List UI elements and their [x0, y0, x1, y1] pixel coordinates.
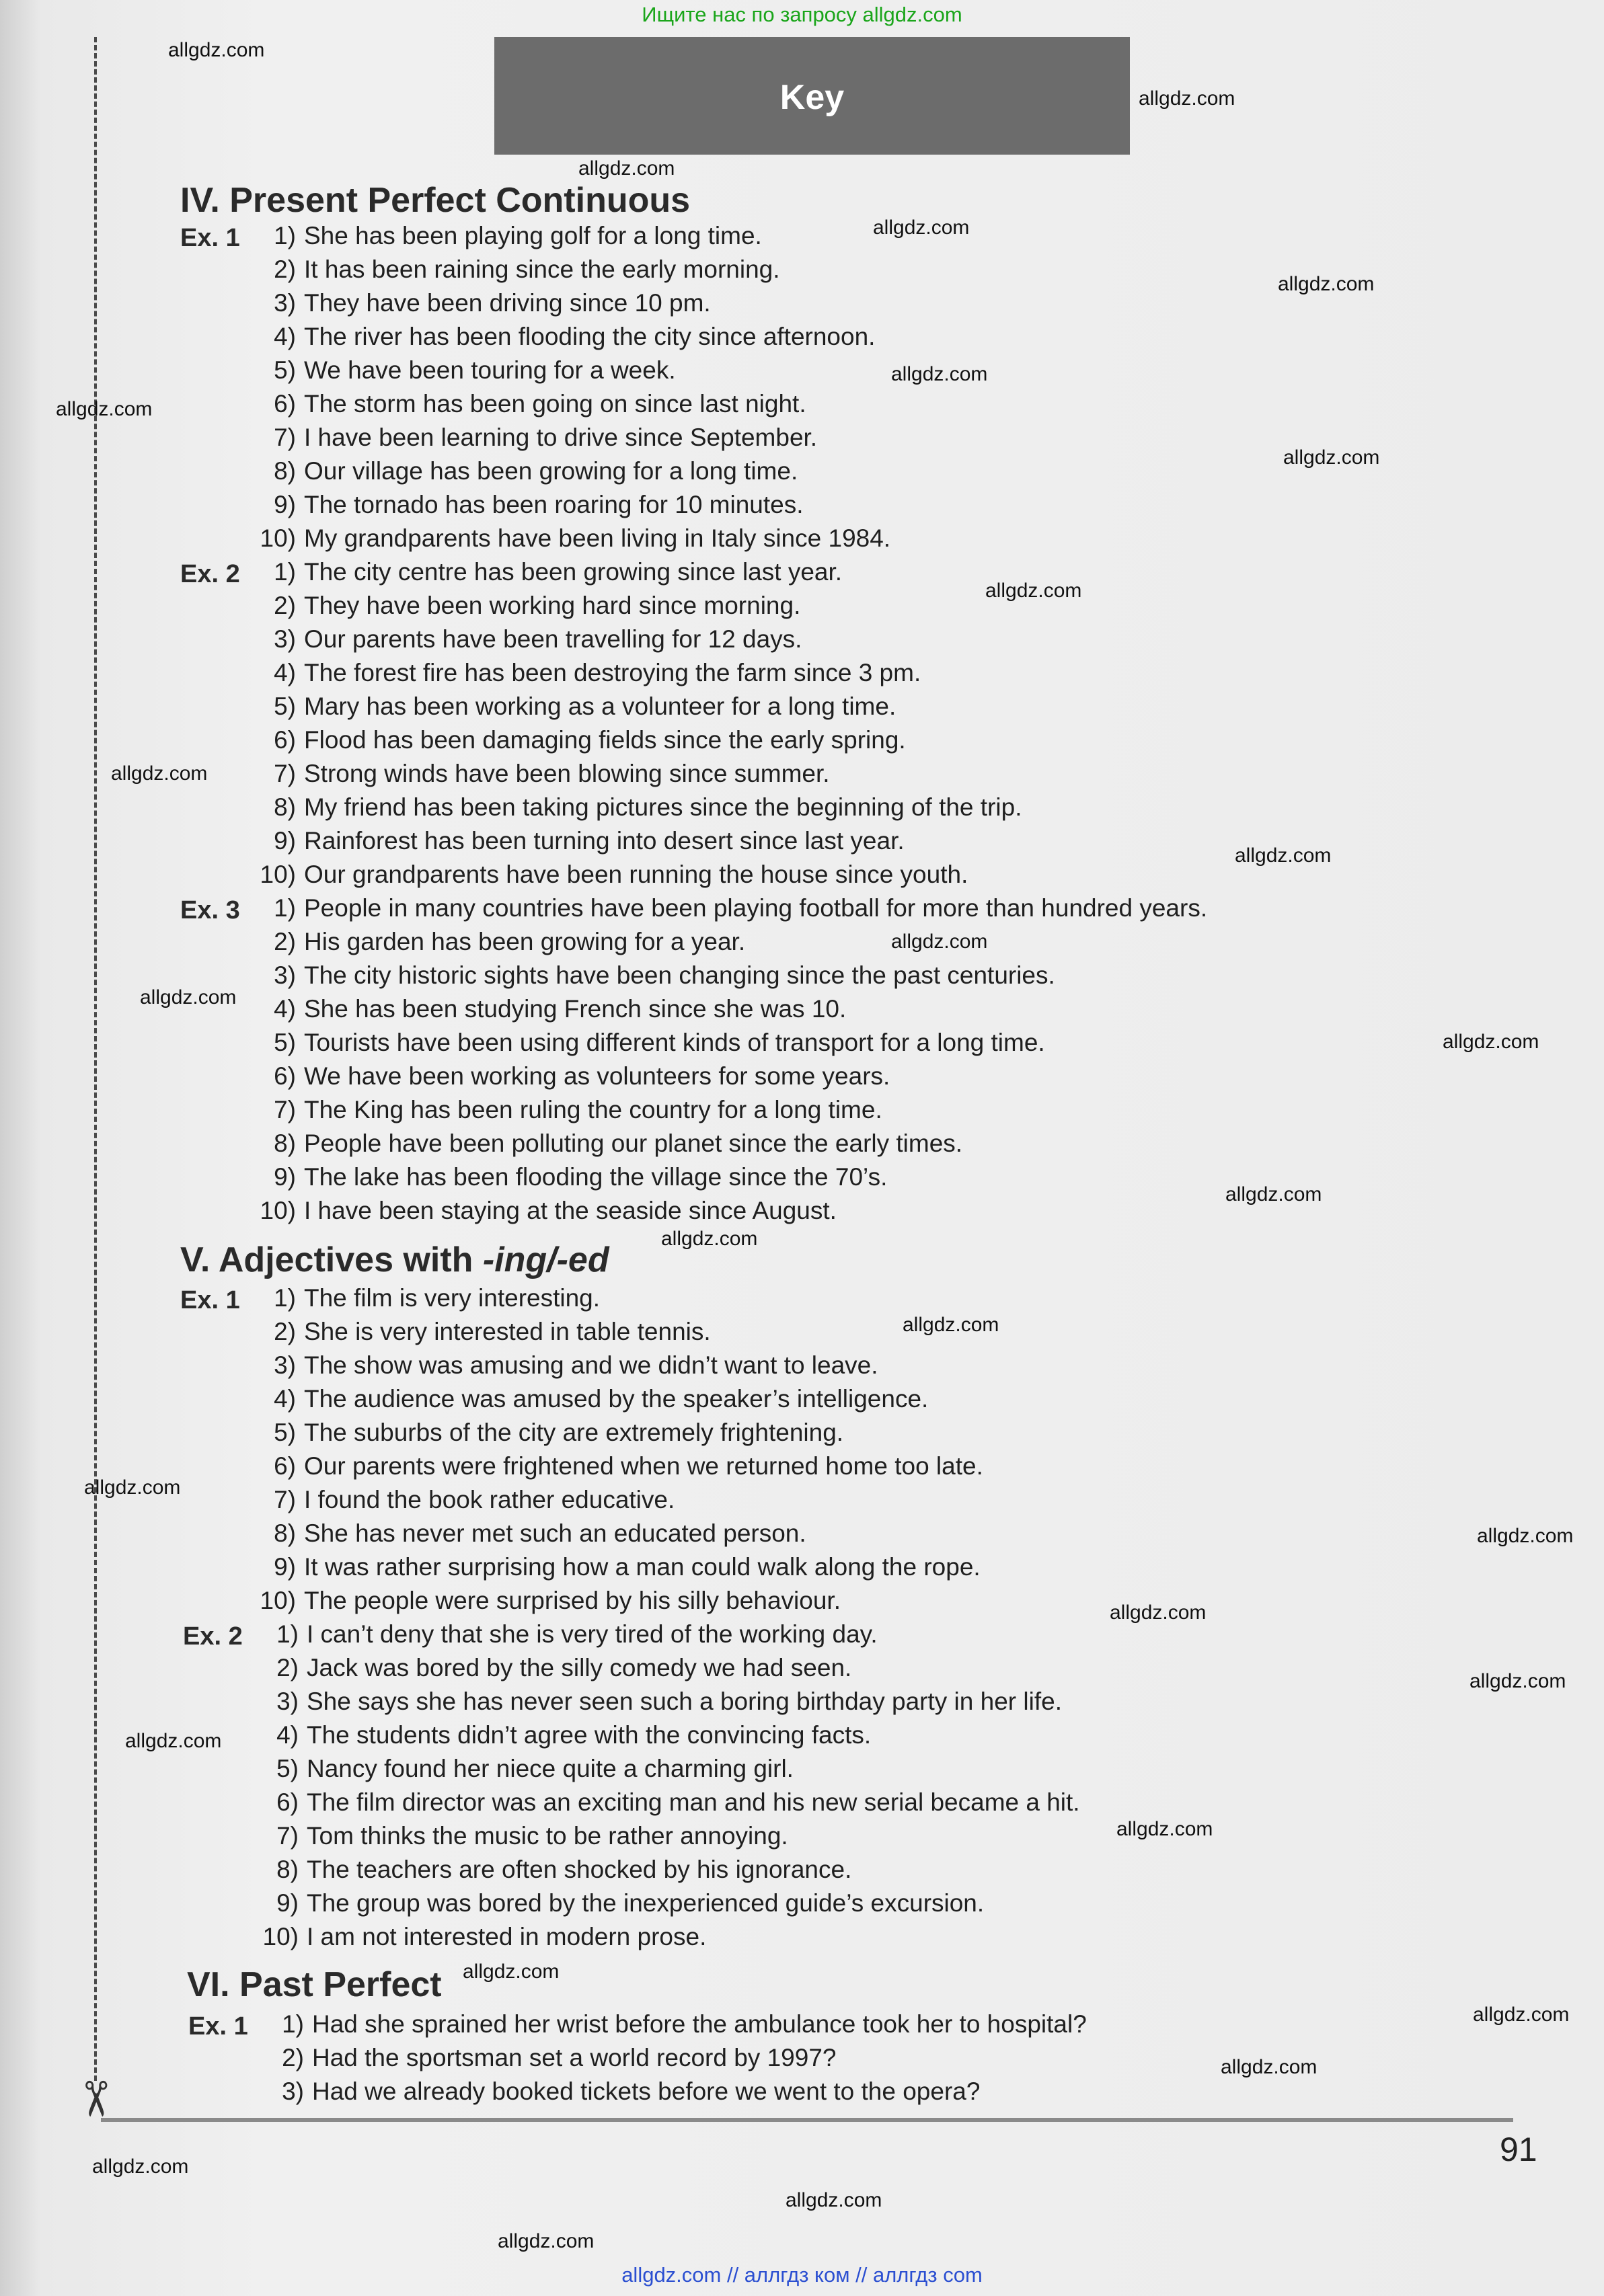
answer-line: 1) The film is very interesting. [274, 1284, 601, 1312]
watermark: allgdz.com [578, 157, 675, 180]
exercise-label: Ex. 1 [180, 224, 240, 252]
answer-line: 4) The students didn’t agree with the convincing facts. [276, 1721, 872, 1749]
watermark: allgdz.com [1283, 446, 1380, 469]
watermark: allgdz.com [903, 1314, 999, 1336]
answer-line: 10) Our grandparents have been running the house since youth. [260, 861, 968, 888]
watermark: allgdz.com [463, 1961, 560, 1983]
footer-rule [101, 2118, 1513, 2122]
bottom-banner[interactable]: allgdz.com // аллгдз ком // аллгдз com [621, 2263, 983, 2287]
watermark: allgdz.com [1473, 2004, 1570, 2026]
answer-line: 9) Rainforest has been turning into desert since last year. [274, 827, 905, 855]
watermark: allgdz.com [1477, 1525, 1574, 1547]
watermark: allgdz.com [873, 216, 970, 239]
answer-line: 10) I am not interested in modern prose. [262, 1923, 707, 1950]
answer-line: 1) I can’t deny that she is very tired of the working day. [276, 1620, 878, 1648]
answer-line: 2) His garden has been growing for a year. [274, 928, 746, 955]
answer-line: 7) The King has been ruling the country for a long time. [274, 1096, 882, 1123]
watermark: allgdz.com [1110, 1601, 1207, 1624]
answer-line: 9) It was rather surprising how a man could walk along the rope. [274, 1553, 981, 1581]
answer-line: 7) I have been learning to drive since September. [274, 424, 818, 451]
watermark: allgdz.com [84, 1476, 181, 1499]
answer-line: 2) She is very interested in table tennis. [274, 1318, 711, 1345]
answer-line: 3) Had we already booked tickets before we went to the opera? [282, 2077, 981, 2105]
answer-line: 5) Nancy found her niece quite a charming girl. [276, 1755, 794, 1782]
watermark: allgdz.com [140, 986, 237, 1008]
watermark: allgdz.com [1221, 2056, 1317, 2078]
answer-line: 3) She says she has never seen such a boring birthday party in her life. [276, 1688, 1062, 1715]
answer-line: 3) The city historic sights have been changing since the past centuries. [274, 961, 1055, 989]
answer-line: 10) I have been staying at the seaside since August. [260, 1197, 837, 1224]
answer-line: 6) The storm has been going on since last night. [274, 390, 806, 418]
answer-line: 5) We have been touring for a week. [274, 356, 676, 384]
top-banner[interactable]: Ищите нас по запросу allgdz.com [642, 3, 962, 26]
answer-line: 1) The city centre has been growing since last year. [274, 558, 843, 586]
exercise-label: Ex. 2 [180, 560, 240, 588]
section-title-adjectives: V. Adjectives with -ing/-ed [180, 1240, 609, 1279]
answer-line: 4) The audience was amused by the speaker’s intelligence. [274, 1385, 929, 1413]
answer-line: 8) My friend has been taking pictures since the beginning of the trip. [274, 793, 1022, 821]
watermark: allgdz.com [111, 762, 208, 785]
exercise-label: Ex. 2 [183, 1622, 243, 1651]
answer-line: 1) Had she sprained her wrist before the ambulance took her to hospital? [282, 2010, 1087, 2038]
exercise-label: Ex. 3 [180, 896, 240, 924]
answer-line: 3) The show was amusing and we didn’t want to leave. [274, 1351, 878, 1379]
scissors-icon: ✂ [68, 2078, 122, 2120]
answer-line: 6) The film director was an exciting man and his new serial became a hit. [276, 1788, 1080, 1816]
answer-line: 6) Our parents were frightened when we returned home too late. [274, 1452, 983, 1480]
watermark: allgdz.com [498, 2230, 595, 2252]
answer-line: 5) Tourists have been using different kinds of transport for a long time. [274, 1029, 1045, 1056]
watermark: allgdz.com [1139, 87, 1235, 110]
answer-line: 2) Had the sportsman set a world record by 1997? [282, 2044, 837, 2071]
answer-line: 1) People in many countries have been playing football for more than hundred years. [274, 894, 1208, 922]
section-title-past-perfect: VI. Past Perfect [187, 1965, 442, 2004]
page-number: 91 [1500, 2131, 1537, 2168]
watermark: allgdz.com [1225, 1183, 1322, 1205]
answer-line: 1) She has been playing golf for a long time. [274, 222, 762, 249]
answer-line: 3) Our parents have been travelling for 12 days. [274, 625, 802, 653]
answer-line: 4) She has been studying French since she was 10. [274, 995, 847, 1023]
watermark: allgdz.com [1469, 1670, 1566, 1692]
key-title: Key [779, 78, 845, 117]
watermark: allgdz.com [1116, 1818, 1213, 1840]
watermark: allgdz.com [1278, 273, 1375, 295]
watermark: allgdz.com [661, 1228, 758, 1250]
watermark: allgdz.com [985, 580, 1082, 602]
answer-line: 6) Flood has been damaging fields since the early spring. [274, 726, 906, 754]
answer-line: 4) The forest fire has been destroying the farm since 3 pm. [274, 659, 921, 686]
answer-line: 9) The tornado has been roaring for 10 minutes. [274, 491, 804, 518]
answer-line: 7) Tom thinks the music to be rather annoying. [276, 1822, 788, 1850]
answer-line: 8) She has never met such an educated person. [274, 1519, 806, 1547]
watermark: allgdz.com [786, 2189, 882, 2211]
watermark: allgdz.com [168, 39, 265, 61]
watermark: allgdz.com [1443, 1031, 1539, 1053]
answer-line: 9) The lake has been flooding the village since the 70’s. [274, 1163, 888, 1191]
watermark: allgdz.com [1235, 844, 1332, 867]
answer-line: 9) The group was bored by the inexperienced guide’s excursion. [276, 1889, 985, 1917]
answer-line: 5) The suburbs of the city are extremely frightening. [274, 1419, 844, 1446]
watermark: allgdz.com [891, 363, 988, 385]
answer-line: 5) Mary has been working as a volunteer for a long time. [274, 692, 896, 720]
answer-line: 2) It has been raining since the early morning. [274, 255, 780, 283]
answer-line: 2) They have been working hard since morning. [274, 592, 801, 619]
answer-line: 6) We have been working as volunteers for some years. [274, 1062, 890, 1090]
answer-line: 7) I found the book rather educative. [274, 1486, 675, 1513]
answer-line: 8) Our village has been growing for a long time. [274, 457, 798, 485]
answer-line: 4) The river has been flooding the city since afternoon. [274, 323, 876, 350]
section-title-present-perfect-continuous: IV. Present Perfect Continuous [180, 181, 691, 220]
answer-line: 8) The teachers are often shocked by his ignorance. [276, 1856, 852, 1883]
exercise-label: Ex. 1 [188, 2012, 248, 2041]
watermark: allgdz.com [92, 2155, 189, 2178]
answer-line: 10) My grandparents have been living in Italy since 1984. [260, 524, 891, 552]
answer-line: 8) People have been polluting our planet since the early times. [274, 1130, 963, 1157]
answer-line: 3) They have been driving since 10 pm. [274, 289, 711, 317]
cut-line [94, 37, 97, 2081]
key-header [494, 37, 1130, 155]
answer-line: 2) Jack was bored by the silly comedy we had seen. [276, 1654, 852, 1681]
answer-line: 7) Strong winds have been blowing since summer. [274, 760, 830, 787]
watermark: allgdz.com [56, 398, 153, 420]
exercise-label: Ex. 1 [180, 1286, 240, 1314]
watermark: allgdz.com [125, 1730, 222, 1752]
watermark: allgdz.com [891, 931, 988, 953]
answer-line: 10) The people were surprised by his silly behaviour. [260, 1587, 841, 1614]
